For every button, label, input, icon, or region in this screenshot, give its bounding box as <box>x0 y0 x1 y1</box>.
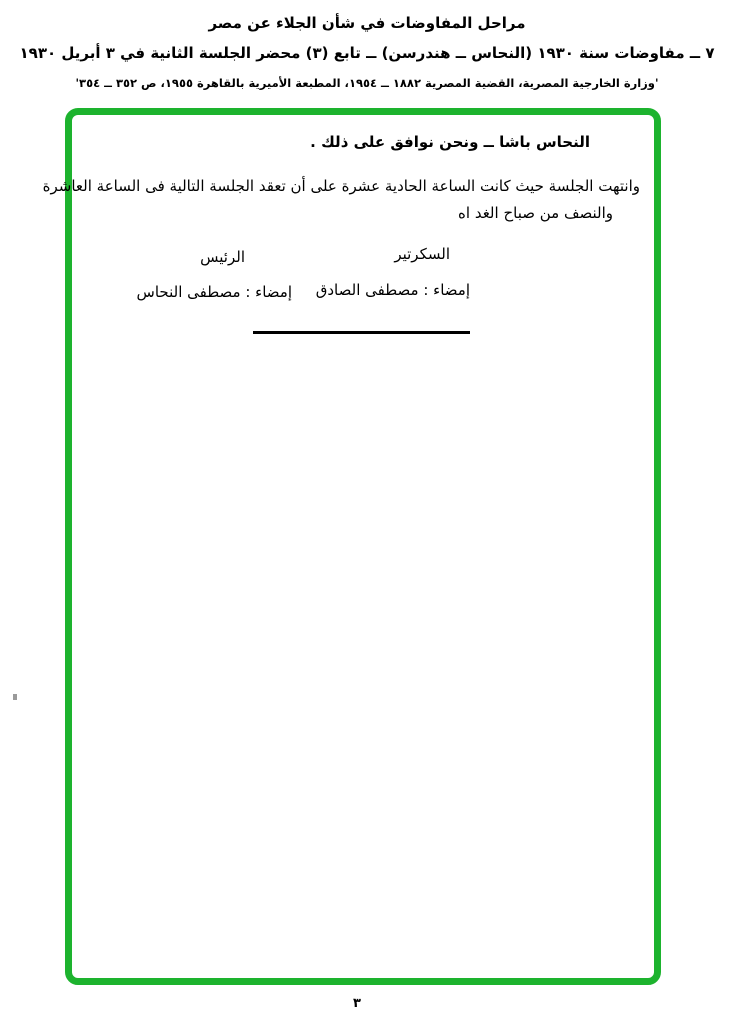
closing-paragraph-line-2: والنصف من صباح الغد اه <box>458 204 613 222</box>
source-citation: 'وزارة الخارجية المصرية، القضية المصرية ١٨٨٢ ــ ١٩٥٤، المطبعة الأميرية بالقاهرة ١٩٥٥، ص ٣٥٢ ــ ٣٥٤' <box>75 76 659 90</box>
dialogue-line: النحاس باشا ــ ونحن نوافق على ذلك . <box>310 133 590 151</box>
document-heading: ٧ ــ مفاوضات سنة ١٩٣٠ (النحاس ــ هندرسن) ــ تابع (٣) محضر الجلسة الثانية في ٣ أبريل ١٩٣٠ <box>19 44 715 62</box>
closing-paragraph-line-1: وانتهت الجلسة حيث كانت الساعة الحادية عشرة على أن تعقد الجلسة التالية فى الساعة العاشرة <box>42 177 640 195</box>
secretary-title: السكرتير <box>394 245 450 263</box>
president-signature: إمضاء : مصطفى النحاس <box>136 283 292 301</box>
signature-divider-rule <box>253 331 470 334</box>
scan-artifact-dot <box>13 694 17 700</box>
secretary-signature: إمضاء : مصطفى الصادق <box>315 281 470 299</box>
green-highlight-frame <box>42 108 661 985</box>
president-title: الرئيس <box>200 248 245 266</box>
book-title: مراحل المفاوضات في شأن الجلاء عن مصر <box>208 14 526 32</box>
page-number: ٣ <box>353 996 361 1011</box>
